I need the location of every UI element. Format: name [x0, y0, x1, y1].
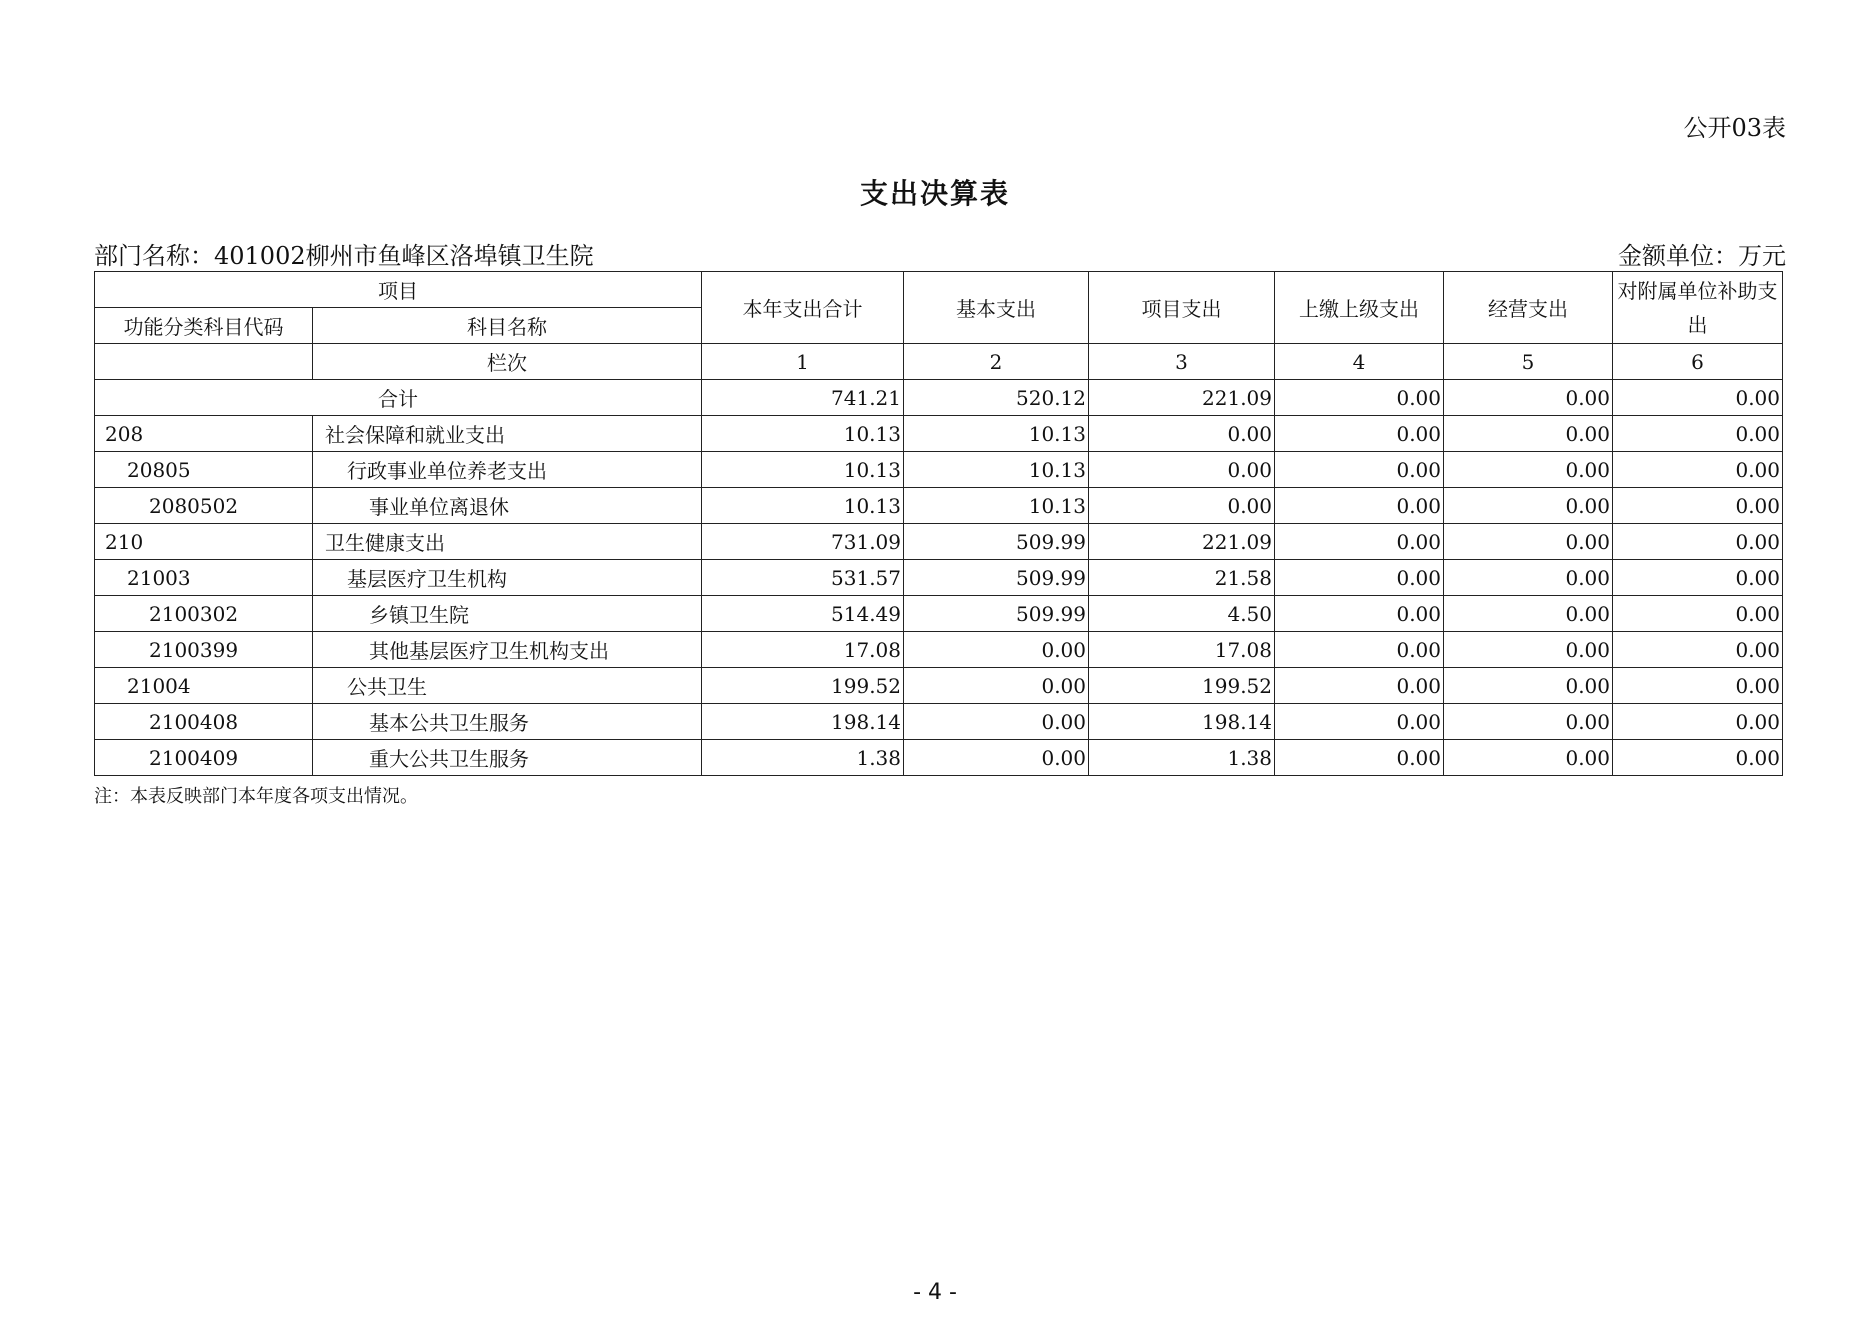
amount-cell: 4.50 — [1089, 596, 1275, 632]
amount-cell: 10.13 — [702, 452, 904, 488]
amount-cell: 0.00 — [1613, 488, 1783, 524]
table-row — [95, 740, 1783, 776]
header-col-1: 本年支出合计 — [702, 272, 904, 344]
amount-cell: 0.00 — [1444, 596, 1613, 632]
table-row — [95, 416, 1783, 452]
table-row — [95, 704, 1783, 740]
header-col-4: 上缴上级支出 — [1275, 272, 1444, 344]
column-number: 5 — [1444, 344, 1613, 380]
amount-cell: 0.00 — [1275, 416, 1444, 452]
amount-cell: 0.00 — [1613, 524, 1783, 560]
amount-cell: 0.00 — [1444, 704, 1613, 740]
subject-name: 行政事业单位养老支出 — [313, 452, 702, 488]
subject-name: 基本公共卫生服务 — [313, 704, 702, 740]
header-col-3: 项目支出 — [1089, 272, 1275, 344]
amount-cell: 509.99 — [904, 524, 1089, 560]
subject-code: 208 — [95, 416, 313, 452]
amount-cell: 199.52 — [1089, 668, 1275, 704]
total-value: 0.00 — [1444, 380, 1613, 416]
table-note: 注：本表反映部门本年度各项支出情况。 — [94, 786, 418, 807]
amount-cell: 17.08 — [702, 632, 904, 668]
department-name: 部门名称：401002柳州市鱼峰区洛埠镇卫生院 — [94, 242, 594, 270]
amount-cell: 221.09 — [1089, 524, 1275, 560]
subject-code: 2100408 — [95, 704, 313, 740]
subject-code: 21004 — [95, 668, 313, 704]
total-label: 合计 — [95, 380, 702, 416]
amount-cell: 0.00 — [1444, 632, 1613, 668]
subject-name: 卫生健康支出 — [313, 524, 702, 560]
header-name: 科目名称 — [313, 308, 702, 344]
amount-cell: 0.00 — [1275, 596, 1444, 632]
table-row — [95, 452, 1783, 488]
amount-cell: 509.99 — [904, 560, 1089, 596]
table-row — [95, 560, 1783, 596]
column-number-row — [95, 344, 1783, 380]
amount-cell: 0.00 — [1275, 560, 1444, 596]
subject-code: 2100409 — [95, 740, 313, 776]
document-title: 支出决算表 — [859, 177, 1010, 210]
amount-cell: 10.13 — [904, 452, 1089, 488]
table-row — [95, 488, 1783, 524]
page-number: - 4 - — [913, 1280, 957, 1305]
amount-cell: 0.00 — [1444, 740, 1613, 776]
amount-cell: 0.00 — [1444, 560, 1613, 596]
amount-cell: 0.00 — [904, 704, 1089, 740]
total-value: 520.12 — [904, 380, 1089, 416]
amount-cell: 0.00 — [1275, 524, 1444, 560]
total-value: 0.00 — [1275, 380, 1444, 416]
amount-cell: 0.00 — [1444, 668, 1613, 704]
subject-code: 2100302 — [95, 596, 313, 632]
amount-cell: 0.00 — [1613, 416, 1783, 452]
amount-cell: 0.00 — [904, 632, 1089, 668]
amount-cell: 0.00 — [1275, 668, 1444, 704]
amount-cell: 0.00 — [1089, 416, 1275, 452]
amount-cell: 0.00 — [1613, 668, 1783, 704]
subject-name: 乡镇卫生院 — [313, 596, 702, 632]
column-number: 1 — [702, 344, 904, 380]
amount-cell: 0.00 — [1089, 488, 1275, 524]
header-col-6: 对附属单位补助支出 — [1613, 272, 1783, 344]
column-number: 2 — [904, 344, 1089, 380]
amount-cell: 0.00 — [1089, 452, 1275, 488]
amount-cell: 531.57 — [702, 560, 904, 596]
amount-cell: 1.38 — [1089, 740, 1275, 776]
row-label: 栏次 — [313, 344, 702, 380]
subject-name: 社会保障和就业支出 — [313, 416, 702, 452]
amount-cell: 0.00 — [1275, 452, 1444, 488]
amount-cell: 0.00 — [1275, 704, 1444, 740]
amount-cell: 731.09 — [702, 524, 904, 560]
subject-code: 21003 — [95, 560, 313, 596]
amount-cell: 0.00 — [1444, 452, 1613, 488]
amount-cell: 0.00 — [1275, 740, 1444, 776]
amount-cell: 0.00 — [1613, 704, 1783, 740]
amount-cell: 0.00 — [904, 740, 1089, 776]
amount-cell: 0.00 — [1444, 416, 1613, 452]
form-code: 公开03表 — [1683, 114, 1786, 142]
amount-cell: 10.13 — [904, 488, 1089, 524]
header-col-5: 经营支出 — [1444, 272, 1613, 344]
amount-cell: 199.52 — [702, 668, 904, 704]
amount-cell: 10.13 — [904, 416, 1089, 452]
expenditure-table — [94, 271, 1783, 776]
amount-cell: 10.13 — [702, 488, 904, 524]
amount-cell: 514.49 — [702, 596, 904, 632]
amount-cell: 1.38 — [702, 740, 904, 776]
amount-cell: 0.00 — [1613, 560, 1783, 596]
amount-cell: 0.00 — [904, 668, 1089, 704]
amount-cell: 0.00 — [1613, 452, 1783, 488]
total-value: 741.21 — [702, 380, 904, 416]
column-number: 4 — [1275, 344, 1444, 380]
subject-name: 基层医疗卫生机构 — [313, 560, 702, 596]
column-number-blank — [95, 344, 313, 380]
column-number: 6 — [1613, 344, 1783, 380]
header-code: 功能分类科目代码 — [95, 308, 313, 344]
header-row-1 — [95, 272, 1783, 308]
amount-cell: 0.00 — [1613, 596, 1783, 632]
amount-cell: 0.00 — [1613, 740, 1783, 776]
subject-code: 210 — [95, 524, 313, 560]
amount-cell: 198.14 — [702, 704, 904, 740]
amount-cell: 21.58 — [1089, 560, 1275, 596]
header-col-2: 基本支出 — [904, 272, 1089, 344]
subject-name: 事业单位离退休 — [313, 488, 702, 524]
amount-unit: 金额单位：万元 — [1618, 242, 1786, 270]
header-project: 项目 — [95, 272, 702, 308]
table-row — [95, 668, 1783, 704]
table-row — [95, 596, 1783, 632]
amount-cell: 17.08 — [1089, 632, 1275, 668]
amount-cell: 509.99 — [904, 596, 1089, 632]
amount-cell: 10.13 — [702, 416, 904, 452]
total-value: 0.00 — [1613, 380, 1783, 416]
amount-cell: 0.00 — [1444, 524, 1613, 560]
total-value: 221.09 — [1089, 380, 1275, 416]
subject-name: 重大公共卫生服务 — [313, 740, 702, 776]
table-row — [95, 524, 1783, 560]
subject-code: 2080502 — [95, 488, 313, 524]
subject-code: 2100399 — [95, 632, 313, 668]
total-row — [95, 380, 1783, 416]
subject-name: 其他基层医疗卫生机构支出 — [313, 632, 702, 668]
column-number: 3 — [1089, 344, 1275, 380]
amount-cell: 198.14 — [1089, 704, 1275, 740]
amount-cell: 0.00 — [1444, 488, 1613, 524]
amount-cell: 0.00 — [1275, 488, 1444, 524]
subject-code: 20805 — [95, 452, 313, 488]
amount-cell: 0.00 — [1275, 632, 1444, 668]
table-row — [95, 632, 1783, 668]
subject-name: 公共卫生 — [313, 668, 702, 704]
amount-cell: 0.00 — [1613, 632, 1783, 668]
